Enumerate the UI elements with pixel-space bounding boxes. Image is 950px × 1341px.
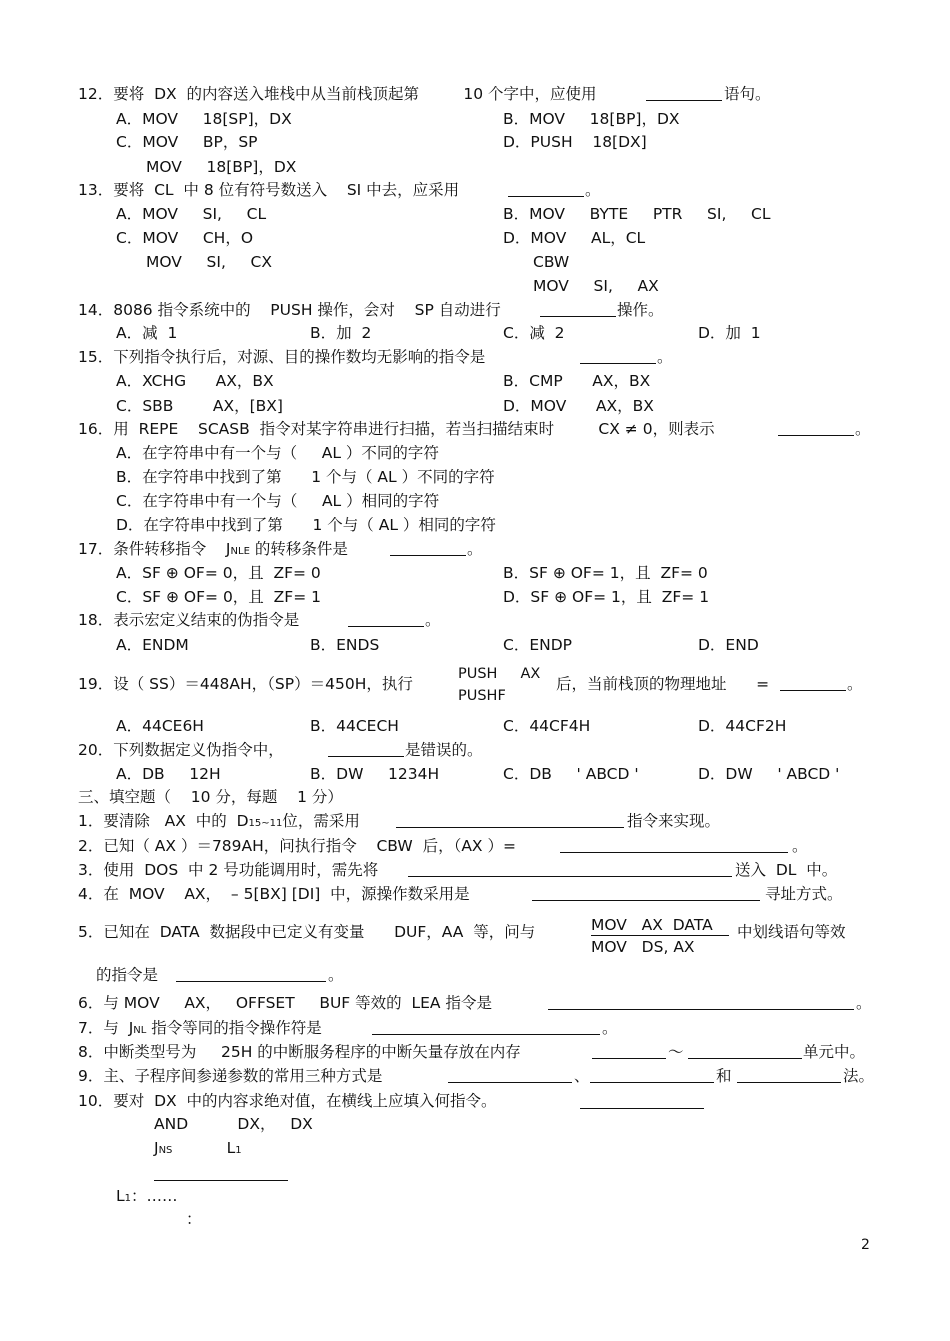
fill-q9-sep1: 、: [574, 1067, 590, 1085]
q15-option-d: D．MOV AX，BX: [503, 397, 654, 415]
q20-option-a: A．DB 12H: [116, 765, 221, 783]
fill-q10-colon: ：: [186, 1210, 202, 1228]
fill-q10-jns-a: J: [154, 1139, 159, 1157]
q18-option-d: D．END: [698, 636, 759, 654]
q12-stem: 12．要将 DX 的内容送入堆栈中从当前栈顶起第 10 个字中，应使用: [78, 85, 597, 103]
q16-stem: 16．用 REPE SCASB 指令对某字符串进行扫描，若当扫描结束时 CX ≠ 0，则表示: [78, 420, 715, 438]
fill-section-heading: 三、填空题（ 10 分，每题 1 分）: [78, 788, 343, 806]
fill-q1-sub: 15~11: [248, 818, 283, 829]
q19-tail-2: 。: [847, 675, 863, 693]
fill-q9-tail: 法。: [843, 1067, 875, 1085]
fill-q10-l1-b: ：……: [131, 1187, 178, 1205]
fill-q8-blank-2: [688, 1058, 802, 1059]
fill-q7-sub: NL: [133, 1025, 147, 1036]
fill-q2-blank: [560, 852, 788, 853]
fill-q5-code-bottom: MOV DS, AX: [591, 938, 695, 956]
fill-q9-blank-3: [737, 1082, 841, 1083]
fill-q3-blank: [408, 876, 732, 877]
q16-option-d: D．在字符串中找到了第 1 个与（ AL ）相同的字符: [116, 516, 496, 534]
fill-q10-blank-code: [154, 1180, 288, 1181]
fill-q6-tail: 。: [856, 994, 872, 1012]
q17-option-b: B．SF ⊕ OF= 1，且 ZF= 0: [503, 564, 708, 582]
fill-q1-stem: [78, 811, 360, 834]
fill-q8-mid: ～: [668, 1043, 684, 1061]
fill-q8-stem: 8．中断类型号为 25H 的中断服务程序的中断矢量存放在内存: [78, 1043, 521, 1061]
q12-tail: 语句。: [724, 85, 771, 103]
fill-q3-tail: 送入 DL 中。: [735, 861, 838, 879]
q13-option-d-line3: MOV SI, AX: [533, 277, 659, 295]
q17-stem-a: 17．条件转移指令 J: [78, 540, 231, 558]
fill-q10-jns-sub2: 1: [235, 1145, 242, 1156]
fill-q10-code-and: AND DX， DX: [154, 1115, 313, 1133]
fill-q8-tail: 单元中。: [803, 1043, 866, 1061]
fill-q7-stem-b: 指令等同的指令操作符是: [146, 1019, 322, 1037]
fill-q6-blank: [548, 1009, 854, 1010]
fill-q4-stem: 4．在 MOV AX， – 5[BX] [DI] 中，源操作数采用是: [78, 885, 470, 903]
fill-q10-jns-b: L: [172, 1139, 236, 1157]
q16-tail: 。: [855, 420, 871, 438]
q20-option-b: B．DW 1234H: [310, 765, 440, 783]
q19-option-c: C．44CF4H: [503, 717, 591, 735]
q14-tail: 操作。: [617, 301, 664, 319]
q13-option-c-line2: MOV SI, CX: [146, 253, 272, 271]
q16-blank: [778, 435, 854, 436]
fill-q9-blank-2: [590, 1082, 714, 1083]
fill-q5-code-top: MOV AX DATA: [591, 916, 713, 934]
q13-blank: [508, 196, 584, 197]
q15-option-c: C．SBB AX，[BX]: [116, 397, 283, 415]
fill-q10-jns-sub: NS: [158, 1145, 173, 1156]
fill-q1-stem-b: 位，需采用: [282, 812, 360, 830]
q15-tail: 。: [657, 348, 673, 366]
q12-option-d: D．PUSH 18[DX]: [503, 133, 647, 151]
q13-option-d: D．MOV AL，CL: [503, 229, 646, 247]
q18-option-a: A．ENDM: [116, 636, 189, 654]
q14-stem: 14．8086 指令系统中的 PUSH 操作，会对 SP 自动进行: [78, 301, 501, 319]
q14-option-b: B．加 2: [310, 324, 372, 342]
q18-stem: 18．表示宏定义结束的伪指令是: [78, 611, 300, 629]
fill-q7-stem-a: 7．与 J: [78, 1019, 134, 1037]
fill-q5-tail: 中划线语句等效: [737, 923, 846, 941]
q12-option-a: A．MOV 18[SP]，DX: [116, 110, 292, 128]
q12-option-c-line2: MOV 18[BP]，DX: [146, 158, 297, 176]
q17-stem: [78, 539, 348, 562]
fill-q2-stem: 2．已知（ AX ）＝789AH，问执行指令 CBW 后，（AX ）=: [78, 837, 516, 855]
fill-q6-stem: 6．与 MOV AX， OFFSET BUF 等效的 LEA 指令是: [78, 994, 492, 1012]
page-number: 2: [861, 1237, 870, 1253]
fill-q1-tail: 指令来实现。: [627, 812, 721, 830]
q16-option-b: B．在字符串中找到了第 1 个与（ AL ）不同的字符: [116, 468, 495, 486]
q19-blank: [780, 690, 846, 691]
q18-blank: [348, 626, 424, 627]
q13-option-a: A．MOV SI, CL: [116, 205, 267, 223]
q20-option-c: C．DB ' ABCD ': [503, 765, 639, 783]
fill-q10-l1-sub: 1: [124, 1193, 132, 1204]
fill-q5-tail2: 。: [328, 966, 344, 984]
fill-q1-blank: [396, 827, 624, 828]
fill-q5-code-line: [591, 935, 729, 936]
q17-blank: [390, 555, 466, 556]
fill-q7-tail: 。: [602, 1019, 618, 1037]
fill-q5-stem: 5．已知在 DATA 数据段中已定义有变量 DUF，AA 等，问与: [78, 923, 536, 941]
q17-option-d: D．SF ⊕ OF= 1，且 ZF= 1: [503, 588, 710, 606]
fill-q10-label-l1: [116, 1186, 178, 1209]
fill-q4-blank: [532, 900, 760, 901]
fill-q9-sep2: 和: [716, 1067, 732, 1085]
q19-code-push: PUSH AX: [458, 666, 541, 682]
fill-q10-blank-top: [580, 1108, 704, 1109]
q14-blank: [540, 316, 616, 317]
q12-option-c: C．MOV BP，SP: [116, 133, 258, 151]
q19-stem: 19．设（ SS）＝448AH，（SP）＝450H，执行: [78, 675, 413, 693]
fill-q10-l1-a: L: [116, 1187, 125, 1205]
q18-option-c: C．ENDP: [503, 636, 572, 654]
q12-option-b: B．MOV 18[BP]，DX: [503, 110, 680, 128]
q17-tail: 。: [467, 540, 483, 558]
q17-option-c: C．SF ⊕ OF= 0，且 ZF= 1: [116, 588, 321, 606]
q12-blank: [646, 100, 722, 101]
fill-q8-blank-1: [592, 1058, 666, 1059]
fill-q5-line2: 的指令是: [96, 966, 159, 984]
fill-q10-code-jns: [154, 1138, 242, 1161]
q15-stem: 15．下列指令执行后，对源、目的操作数均无影响的指令是: [78, 348, 486, 366]
fill-q3-stem: 3．使用 DOS 中 2 号功能调用时，需先将: [78, 861, 379, 879]
fill-q5-blank: [176, 981, 326, 982]
q13-stem: 13．要将 CL 中 8 位有符号数送入 SI 中去，应采用: [78, 181, 460, 199]
q13-option-c: C．MOV CH，O: [116, 229, 254, 247]
q19-option-b: B．44CECH: [310, 717, 399, 735]
q18-tail: 。: [425, 611, 441, 629]
fill-q1-stem-a: 1．要清除 AX 中的 D: [78, 812, 249, 830]
q19-code-pushf: PUSHF: [458, 688, 506, 704]
q19-tail-1: 后，当前栈顶的物理地址 =: [556, 675, 770, 693]
q13-tail: 。: [585, 181, 601, 199]
q14-option-c: C．减 2: [503, 324, 565, 342]
fill-q4-tail: 寻址方式。: [765, 885, 843, 903]
fill-q7-blank: [372, 1034, 600, 1035]
q19-option-d: D．44CF2H: [698, 717, 787, 735]
fill-q7-stem: [78, 1018, 322, 1041]
q17-stem-sub: NLE: [230, 546, 250, 557]
q13-option-d-line2: CBW: [533, 253, 570, 271]
q20-stem: 20．下列数据定义伪指令中，: [78, 741, 284, 759]
q17-stem-b: 的转移条件是: [249, 540, 348, 558]
q14-option-a: A．减 1: [116, 324, 178, 342]
q19-option-a: A．44CE6H: [116, 717, 204, 735]
fill-q9-blank-1: [448, 1082, 572, 1083]
q15-option-b: B．CMP AX，BX: [503, 372, 651, 390]
fill-q2-tail: 。: [792, 837, 808, 855]
q18-option-b: B．ENDS: [310, 636, 380, 654]
q20-blank: [328, 756, 404, 757]
q15-option-a: A．XCHG AX，BX: [116, 372, 274, 390]
q20-tail: 是错误的。: [405, 741, 483, 759]
fill-q10-stem: 10．要对 DX 中的内容求绝对值，在横线上应填入何指令。: [78, 1092, 497, 1110]
q14-option-d: D．加 1: [698, 324, 761, 342]
q16-option-c: C．在字符串中有一个与（ AL ）相同的字符: [116, 492, 440, 510]
q13-option-b: B．MOV BYTE PTR SI, CL: [503, 205, 771, 223]
q17-option-a: A．SF ⊕ OF= 0，且 ZF= 0: [116, 564, 321, 582]
q15-blank: [580, 363, 656, 364]
fill-q9-stem: 9．主、子程序间参递参数的常用三种方式是: [78, 1067, 383, 1085]
q20-option-d: D．DW ' ABCD ': [698, 765, 840, 783]
q16-option-a: A．在字符串中有一个与（ AL ）不同的字符: [116, 444, 439, 462]
